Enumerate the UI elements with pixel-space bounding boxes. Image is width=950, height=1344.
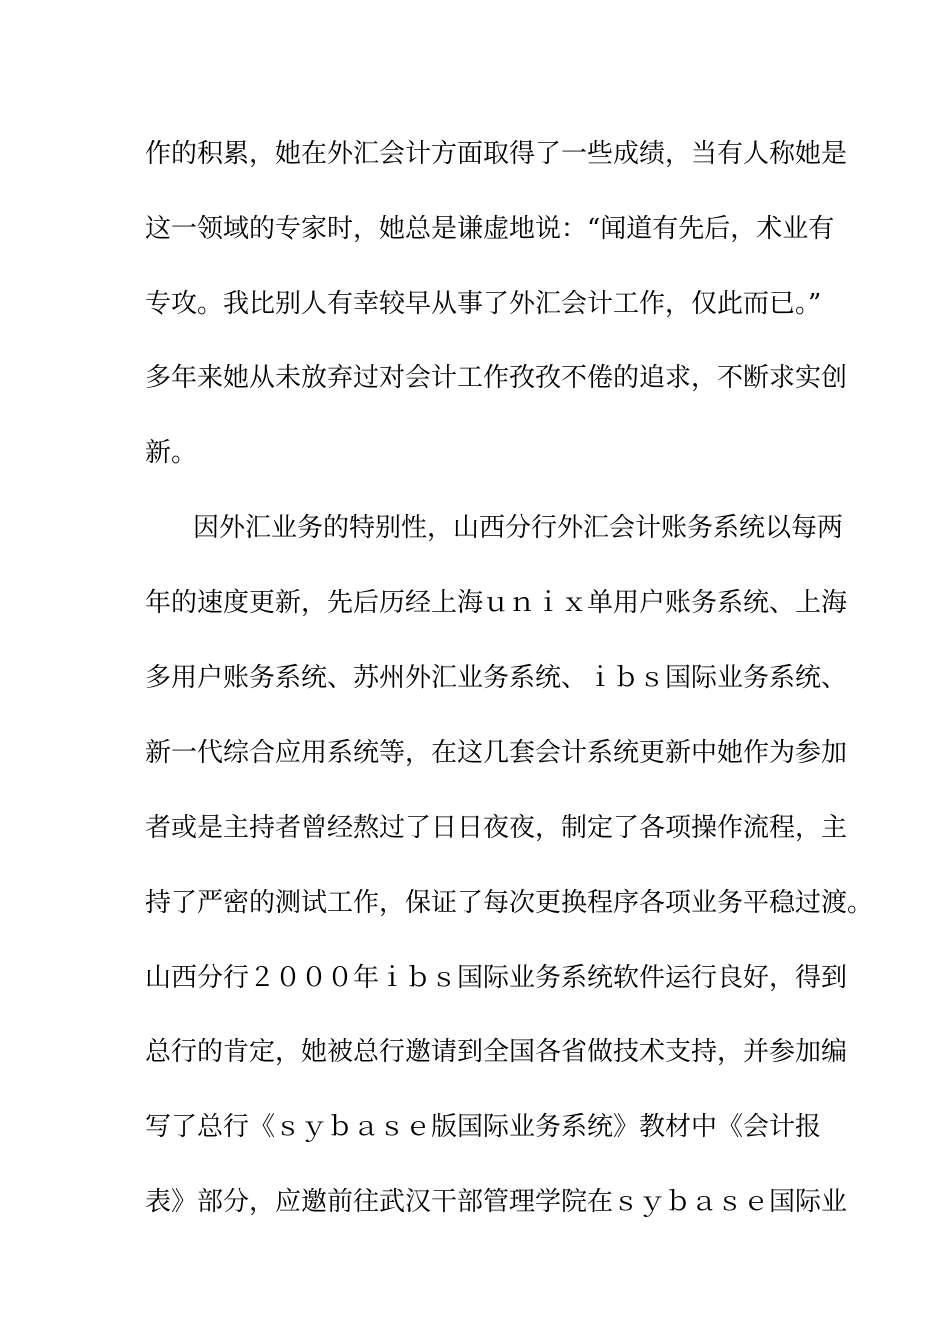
text-line: 新一代综合应用系统等，在这几套会计系统更新中她作为参加: [145, 738, 848, 768]
text-line: 多用户账务系统、苏州外汇业务系统、ｉｂｓ国际业务系统、: [145, 663, 848, 693]
text-line: 持了严密的测试工作，保证了每次更换程序各项业务平稳过渡。: [145, 888, 874, 918]
text-line: 写了总行《ｓｙｂａｓｅ版国际业务系统》教材中《会计报: [145, 1112, 822, 1142]
text-line: 作的积累，她在外汇会计方面取得了一些成绩，当有人称她是: [145, 139, 848, 169]
text-line: 年的速度更新，先后历经上海ｕｎｉｘ单用户账务系统、上海: [145, 588, 848, 618]
text-line: 总行的肯定，她被总行邀请到全国各省做技术支持，并参加编: [145, 1037, 848, 1067]
paragraph-first-line: 因外汇业务的特别性，山西分行外汇会计账务系统以每两: [193, 513, 844, 543]
text-line: 多年来她从未放弃过对会计工作孜孜不倦的追求，不断求实创: [145, 363, 848, 393]
text-line: 这一领域的专家时，她总是谦虚地说：“闻道有先后，术业有: [145, 214, 835, 244]
text-line: 新。: [145, 438, 198, 468]
text-line: 山西分行２０００年ｉｂｓ国际业务系统软件运行良好，得到: [145, 963, 848, 993]
text-line: 者或是主持者曾经熬过了日日夜夜，制定了各项操作流程，主: [145, 813, 848, 843]
text-line: 表》部分，应邀前往武汉干部管理学院在ｓｙｂａｓｅ国际业: [145, 1187, 848, 1217]
text-line: 专攻。我比别人有幸较早从事了外汇会计工作，仅此而已。”: [145, 289, 822, 319]
